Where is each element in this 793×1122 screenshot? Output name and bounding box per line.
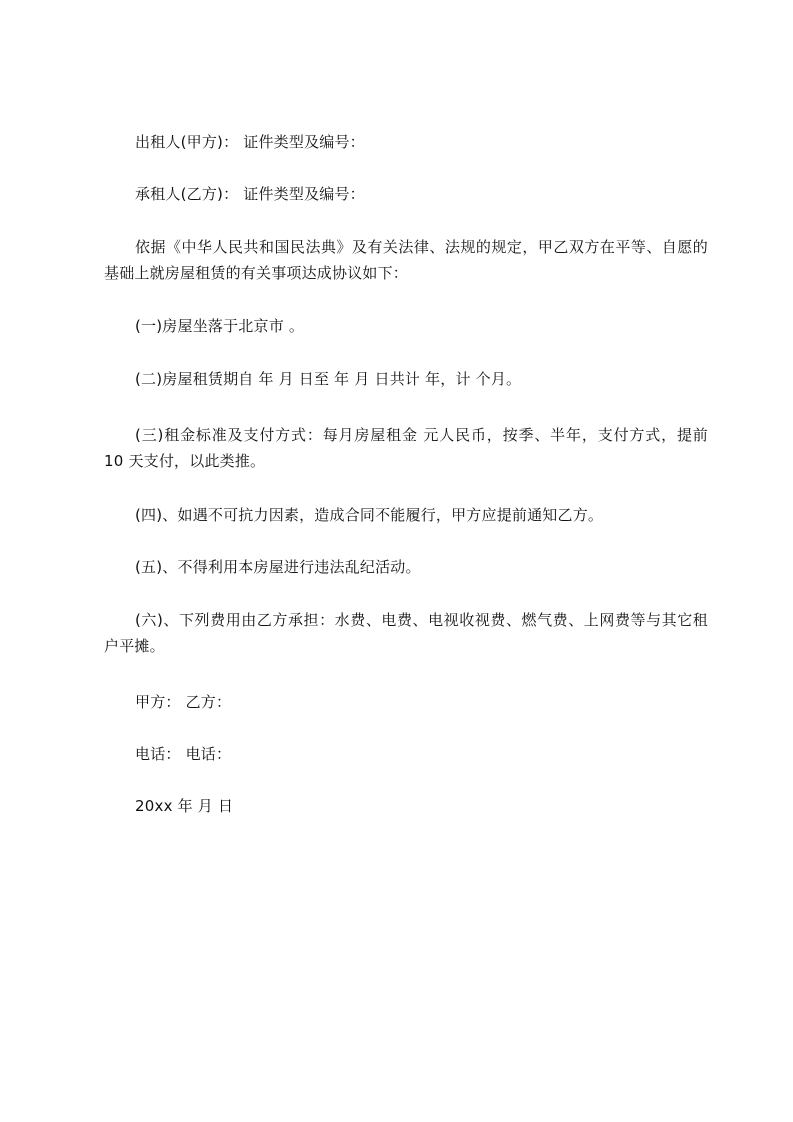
signature-line: 甲方： 乙方： <box>135 693 232 711</box>
clause-5: (五)、不得利用本房屋进行违法乱纪活动。 <box>135 558 421 576</box>
phone-line: 电话： 电话： <box>135 745 232 763</box>
lessee-line: 承租人(乙方)： 证件类型及编号： <box>135 185 365 203</box>
clause-3: (三)租金标准及支付方式：每月房屋租金 元人民币，按季、半年，支付方式，提前 10 天支付，以此类推。 <box>104 426 708 470</box>
clause-2: (二)房屋租赁期自 年 月 日至 年 月 日共计 年，计 个月。 <box>135 370 522 388</box>
date-line: 20xx 年 月 日 <box>135 797 234 815</box>
preamble-paragraph: 依据《中华人民共和国民法典》及有关法律、法规的规定，甲乙双方在平等、自愿的基础上就房屋租赁的有关事项达成协议如下： <box>104 238 708 282</box>
lessor-line: 出租人(甲方)： 证件类型及编号： <box>135 133 365 151</box>
clause-4: (四)、如遇不可抗力因素，造成合同不能履行，甲方应提前通知乙方。 <box>135 506 604 524</box>
clause-1: (一)房屋坐落于北京市 。 <box>135 317 305 335</box>
clause-6: (六)、下列费用由乙方承担：水费、电费、电视收视费、燃气费、上网费等与其它租户平摊。 <box>104 611 708 655</box>
